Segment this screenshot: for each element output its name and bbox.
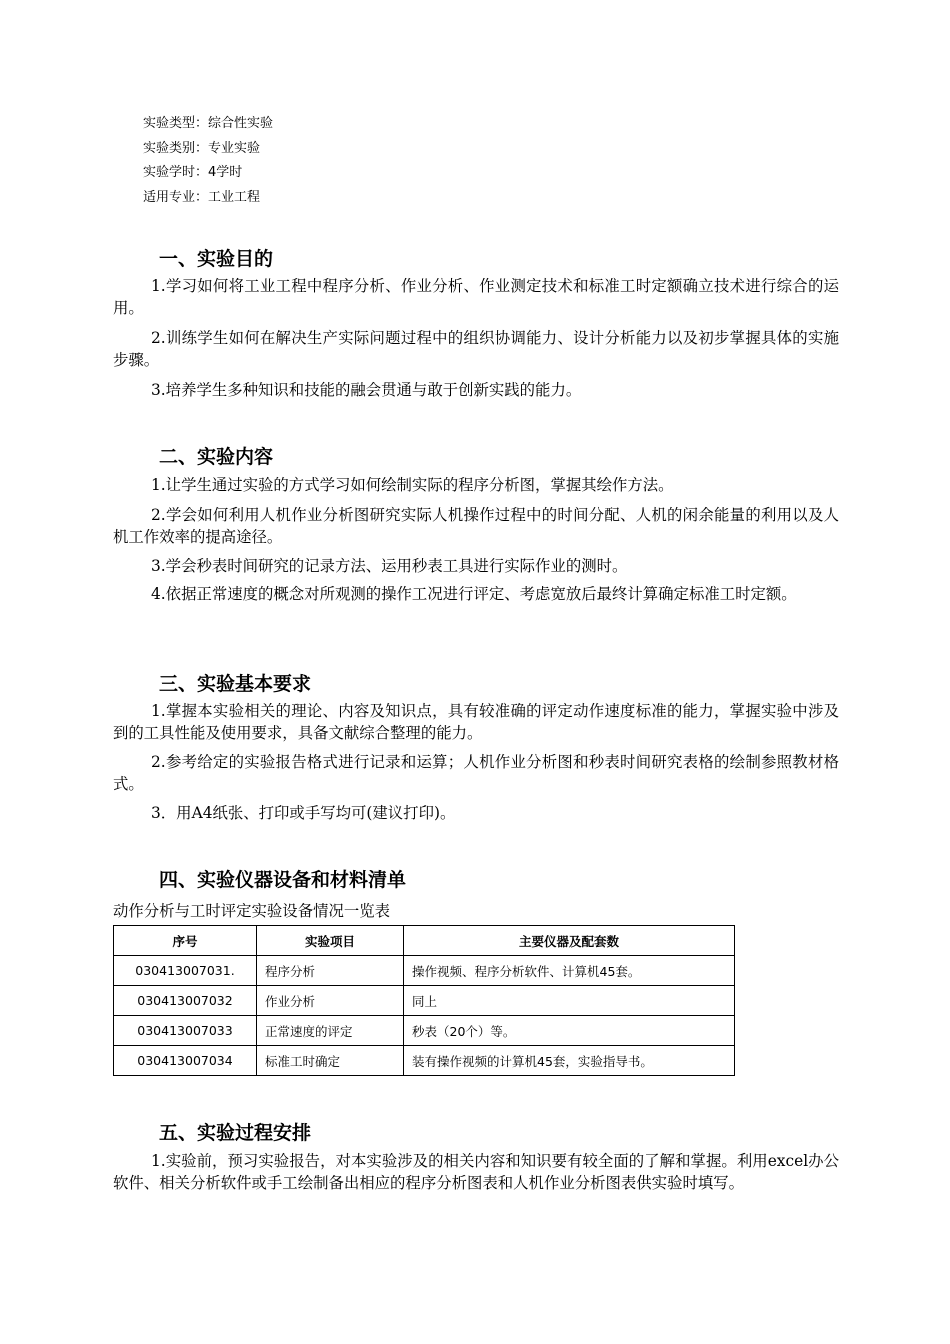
paragraph: 2.训练学生如何在解决生产实际问题过程中的组织协调能力、设计分析能力以及初步掌握具体的实施步骤。: [113, 329, 839, 369]
table-row: [114, 986, 735, 1016]
paragraph: 2.参考给定的实验报告格式进行记录和运算；人机作业分析图和秒表时间研究表格的绘制参照教材格式。: [113, 753, 839, 793]
meta-major: 适用专业：工业工程: [143, 189, 261, 205]
table-cell: 程序分析: [257, 956, 404, 986]
column-header: 主要仪器及配套数: [404, 926, 735, 956]
table-cell: 装有操作视频的计算机45套，实验指导书。: [404, 1046, 735, 1076]
section-heading-purpose: 一、实验目的: [159, 248, 274, 270]
paragraph: 3．用A4纸张、打印或手写均可(建议打印)。: [151, 804, 456, 822]
meta-type: 实验类型：综合性实验: [143, 116, 274, 131]
table-cell: 正常速度的评定: [257, 1016, 404, 1046]
table-cell: 030413007034: [114, 1046, 257, 1076]
table-cell: 030413007032: [114, 986, 257, 1016]
table-caption: 动作分析与工时评定实验设备情况一览表: [113, 902, 391, 920]
equipment-table: [113, 925, 735, 1076]
column-header: 实验项目: [257, 926, 404, 956]
table-cell: 作业分析: [257, 986, 404, 1016]
paragraph: 1.学习如何将工业工程中程序分析、作业分析、作业测定技术和标准工时定额确立技术进行综合的运用。: [113, 277, 839, 317]
table-cell: 同上: [404, 986, 735, 1016]
section-heading-equipment: 四、实验仪器设备和材料清单: [159, 869, 407, 891]
section-heading-requirements: 三、实验基本要求: [159, 673, 312, 695]
column-header: 序号: [114, 926, 257, 956]
experiment-meta: [143, 112, 273, 210]
table-cell: 030413007031.: [114, 956, 257, 986]
meta-category: 实验类别：专业实验: [143, 140, 261, 156]
table-cell: 秒表（20个）等。: [404, 1016, 735, 1046]
paragraph: 1.实验前，预习实验报告，对本实验涉及的相关内容和知识要有较全面的了解和掌握。利用excel办公软件、相关分析软件或手工绘制备出相应的程序分析图表和人机作业分析图表供实验时填写。: [113, 1152, 839, 1192]
paragraph: 3.培养学生多种知识和技能的融会贯通与敢于创新实践的能力。: [151, 381, 582, 399]
paragraph: 1.掌握本实验相关的理论、内容及知识点，具有较准确的评定动作速度标准的能力，掌握实验中涉及到的工具性能及使用要求，具备文献综合整理的能力。: [113, 702, 839, 742]
table-cell: 标准工时确定: [257, 1046, 404, 1076]
table-row: [114, 1046, 735, 1076]
table-cell: 操作视频、程序分析软件、计算机45套。: [404, 956, 735, 986]
paragraph: 1.让学生通过实验的方式学习如何绘制实际的程序分析图，掌握其绘作方法。: [151, 476, 674, 494]
paragraph: 3.学会秒表时间研究的记录方法、运用秒表工具进行实际作业的测时。: [151, 557, 628, 575]
section-heading-process: 五、实验过程安排: [159, 1122, 312, 1144]
paragraph: 4.依据正常速度的概念对所观测的操作工况进行评定、考虑宽放后最终计算确定标准工时定额。: [151, 585, 797, 603]
meta-hours: 实验学时：4学时: [143, 165, 243, 180]
table-cell: 030413007033: [114, 1016, 257, 1046]
table-row: [114, 1016, 735, 1046]
section-heading-content: 二、实验内容: [159, 446, 274, 468]
paragraph: 2.学会如何利用人机作业分析图研究实际人机操作过程中的时间分配、人机的闲余能量的利用以及人机工作效率的提高途径。: [113, 506, 839, 546]
table-header-row: [114, 926, 735, 956]
table-row: [114, 956, 735, 986]
